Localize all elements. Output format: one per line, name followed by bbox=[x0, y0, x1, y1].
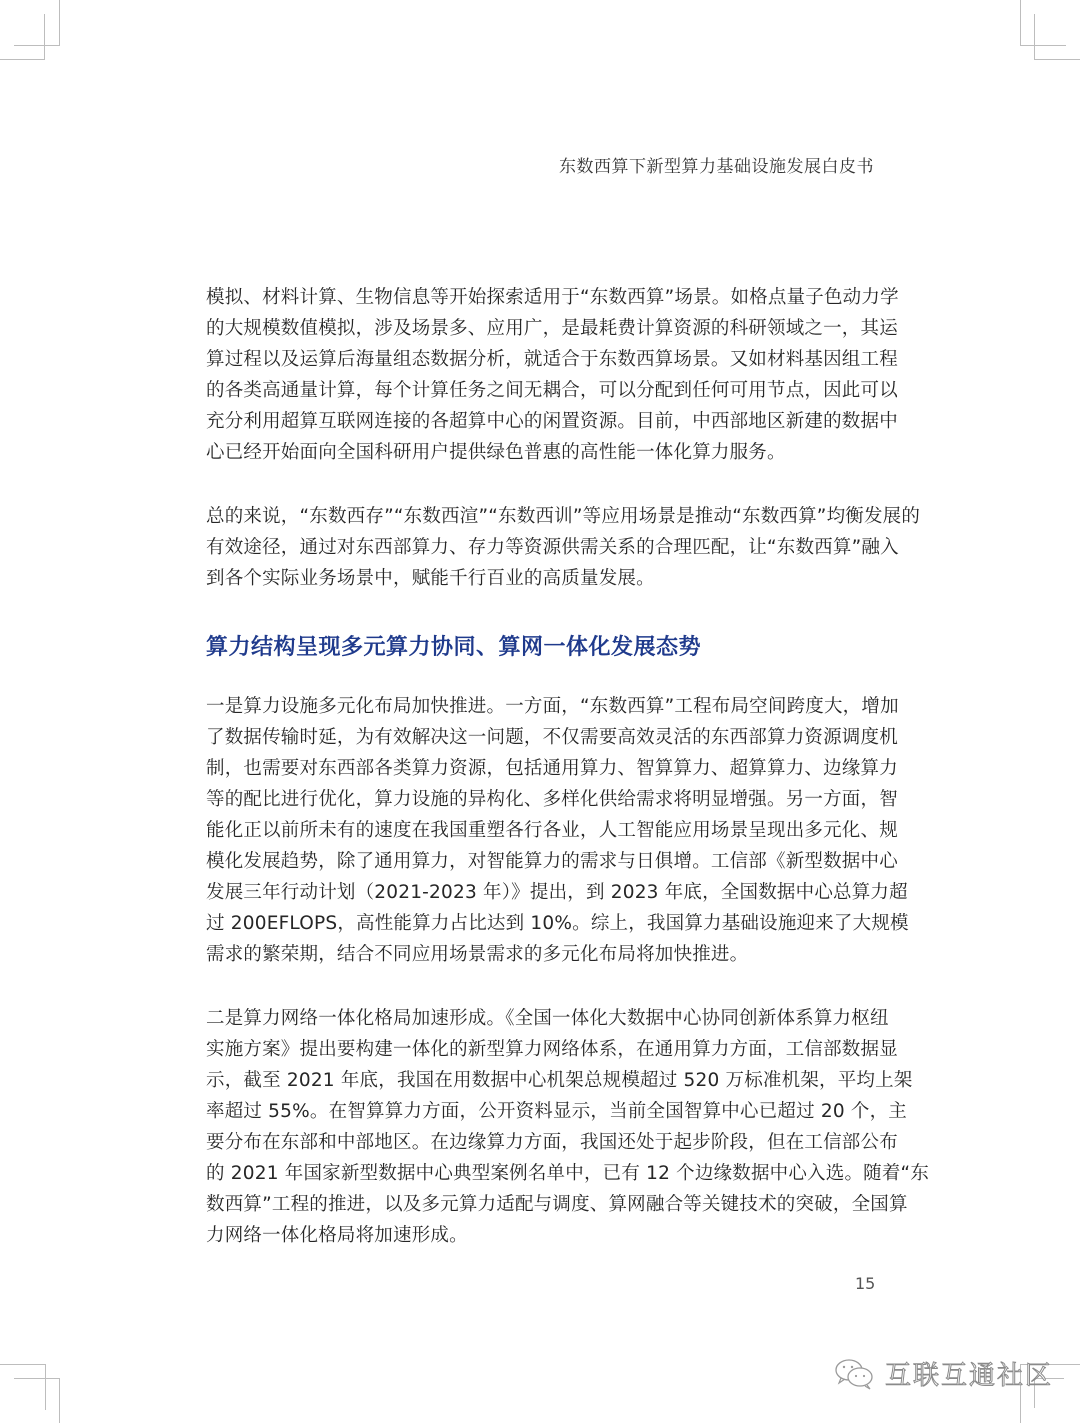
paragraph-p2 bbox=[206, 501, 921, 594]
text-line: 模化发展趋势，除了通用算力，对智能算力的需求与日俱增。工信部《新型数据中心 bbox=[206, 851, 898, 872]
text-line: 充分利用超算互联网连接的各超算中心的闲置资源。目前，中西部地区新建的数据中 bbox=[206, 411, 898, 432]
text-line: 有效途径，通过对东西部算力、存力等资源供需关系的合理匹配，让“东数西算”融入 bbox=[206, 537, 899, 558]
text-line: 总的来说，“东数西存”“东数西渲”“东数西训”等应用场景是推动“东数西算”均衡发展的 bbox=[206, 506, 921, 527]
crop-mark-top-right-h2 bbox=[1034, 59, 1080, 60]
text-line: 能化正以前所未有的速度在我国重塑各行各业，人工智能应用场景呈现出多元化、规 bbox=[206, 820, 898, 841]
paragraph-p4 bbox=[206, 1003, 930, 1251]
section-heading: 算力结构呈现多元算力协同、算网一体化发展态势 bbox=[206, 635, 702, 660]
text-line: 等的配比进行优化，算力设施的异构化、多样化供给需求将明显增强。另一方面，智 bbox=[206, 789, 898, 810]
text-line: 率超过 55%。在智算算力方面，公开资料显示，当前全国智算中心已超过 20 个，主 bbox=[206, 1101, 908, 1122]
text-line: 力网络一体化格局将加速形成。 bbox=[206, 1225, 468, 1246]
text-line: 二是算力网络一体化格局加速形成。《全国一体化大数据中心协同创新体系算力枢纽 bbox=[206, 1008, 889, 1029]
paragraph-p3 bbox=[206, 691, 909, 970]
crop-mark-top-left-v1 bbox=[59, 0, 60, 46]
crop-mark-top-left-h1 bbox=[14, 45, 60, 46]
text-line: 到各个实际业务场景中，赋能千行百业的高质量发展。 bbox=[206, 568, 655, 589]
crop-mark-bottom-left-v2 bbox=[59, 1378, 60, 1423]
crop-mark-top-right-h1 bbox=[1020, 45, 1066, 46]
text-line: 心已经开始面向全国科研用户提供绿色普惠的高性能一体化算力服务。 bbox=[206, 442, 786, 463]
crop-mark-top-left-h2 bbox=[0, 59, 45, 60]
crop-mark-top-right-v1 bbox=[1020, 0, 1021, 46]
watermark-text: 互联互通社区 bbox=[885, 1361, 1054, 1391]
text-line: 算过程以及运算后海量组态数据分析，就适合于东数西算场景。又如材料基因组工程 bbox=[206, 349, 898, 370]
text-line: 的各类高通量计算，每个计算任务之间无耦合，可以分配到任何可用节点，因此可以 bbox=[206, 380, 898, 401]
running-header-title: 东数西算下新型算力基础设施发展白皮书 bbox=[559, 157, 874, 177]
text-line: 了数据传输时延，为有效解决这一问题，不仅需要高效灵活的东西部算力资源调度机 bbox=[206, 727, 898, 748]
text-line: 要分布在东部和中部地区。在边缘算力方面，我国还处于起步阶段，但在工信部公布 bbox=[206, 1132, 898, 1153]
crop-mark-bottom-left-h1 bbox=[0, 1364, 46, 1365]
crop-mark-bottom-left-h2 bbox=[14, 1378, 60, 1379]
text-line: 过 200EFLOPS，高性能算力占比达到 10%。综上，我国算力基础设施迎来了大规模 bbox=[206, 913, 909, 934]
crop-mark-top-right-v2 bbox=[1034, 14, 1035, 60]
crop-mark-top-left-v2 bbox=[44, 14, 45, 60]
wechat-icon bbox=[833, 1357, 877, 1391]
page-content bbox=[206, 282, 930, 1251]
text-line: 的大规模数值模拟，涉及场景多、应用广，是最耗费计算资源的科研领域之一，其运 bbox=[206, 318, 898, 339]
text-line: 发展三年行动计划（2021-2023 年）》提出，到 2023 年底，全国数据中心总算力超 bbox=[206, 882, 908, 903]
text-line: 需求的繁荣期，结合不同应用场景需求的多元化布局将加快推进。 bbox=[206, 944, 749, 965]
page-number: 15 bbox=[855, 1274, 876, 1293]
text-line: 的 2021 年国家新型数据中心典型案例名单中，已有 12 个边缘数据中心入选。随着“东 bbox=[206, 1163, 930, 1184]
text-line: 制，也需要对东西部各类算力资源，包括通用算力、智算算力、超算算力、边缘算力 bbox=[206, 758, 898, 779]
text-line: 示，截至 2021 年底，我国在用数据中心机架总规模超过 520 万标准机架，平均上架 bbox=[206, 1070, 913, 1091]
text-line: 一是算力设施多元化布局加快推进。一方面，“东数西算”工程布局空间跨度大，增加 bbox=[206, 696, 899, 717]
text-line: 实施方案》提出要构建一体化的新型算力网络体系，在通用算力方面，工信部数据显 bbox=[206, 1039, 898, 1060]
paragraph-p1 bbox=[206, 282, 899, 468]
text-line: 模拟、材料计算、生物信息等开始探索适用于“东数西算”场景。如格点量子色动力学 bbox=[206, 287, 899, 308]
text-line: 数西算”工程的推进，以及多元算力适配与调度、算网融合等关键技术的突破，全国算 bbox=[206, 1194, 908, 1215]
crop-mark-bottom-left-v1 bbox=[45, 1364, 46, 1410]
watermark bbox=[833, 1355, 1053, 1392]
